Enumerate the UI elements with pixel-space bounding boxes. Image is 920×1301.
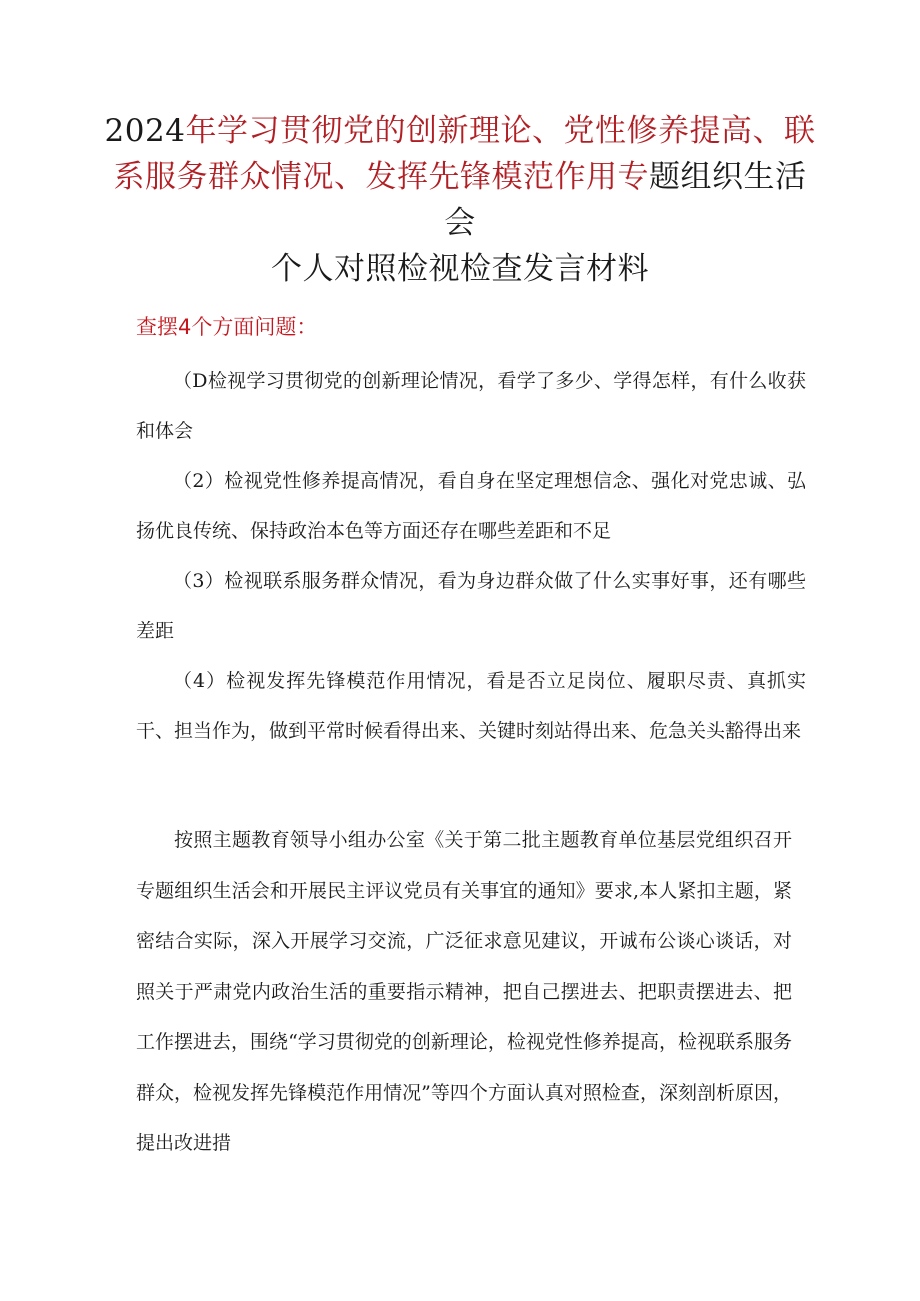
title-year: 2024 (104, 113, 186, 149)
title-line3: 个人对照检视检查发言材料 (271, 251, 649, 287)
body-paragraph: 按照主题教育领导小组办公室《关于第二批主题教育单位基层党组织召开专题组织生活会和开展民主评议党员有关事宜的通知》要求,本人紧扣主题，紧密结合实际，深入开展学习交流，广泛征求意见建议，开诚布公谈心谈话，对照关于严肃党内政治生活的重要指示精神，把自己摆进去、把职责摆进去、把工作摆进去，围绕“学习贯彻党的创新理论，检视党性修养提高，检视联系服务群众，检视发挥先锋模范作用情况”等四个方面认真对照检查，深刻剖析原因，提出改进措 (136, 829, 792, 1154)
issue-item-4: （4）检视发挥先锋模范作用情况，看是否立足岗位、履职尽责、真抓实干、担当作为，做到平常时候看得出来、关键时刻站得出来、危急关头豁得出来 (136, 670, 806, 742)
issue-item-2: （2）检视党性修养提高情况，看自身在坚定理想信念、强化对党忠诚、弘扬优良传统、保持政治本色等方面还存在哪些差距和不足 (136, 470, 806, 542)
issue-item-1: （D检视学习贯彻党的创新理论情况，看学了多少、学得怎样，有什么收获和体会 (136, 370, 806, 442)
issue-list (136, 356, 806, 756)
issue-item-3: （3）检视联系服务群众情况，看为身边群众做了什么实事好事，还有哪些差距 (136, 570, 806, 642)
title-black-text: 题组织生活会 (444, 159, 807, 241)
title-red-text: 年学习贯彻党的创新理论、党性修养提高、联系服务群众情况、发挥先锋模范作用专 (113, 113, 816, 195)
section-heading: 查摆4个方面问题： (136, 315, 318, 339)
document-title (100, 108, 820, 292)
